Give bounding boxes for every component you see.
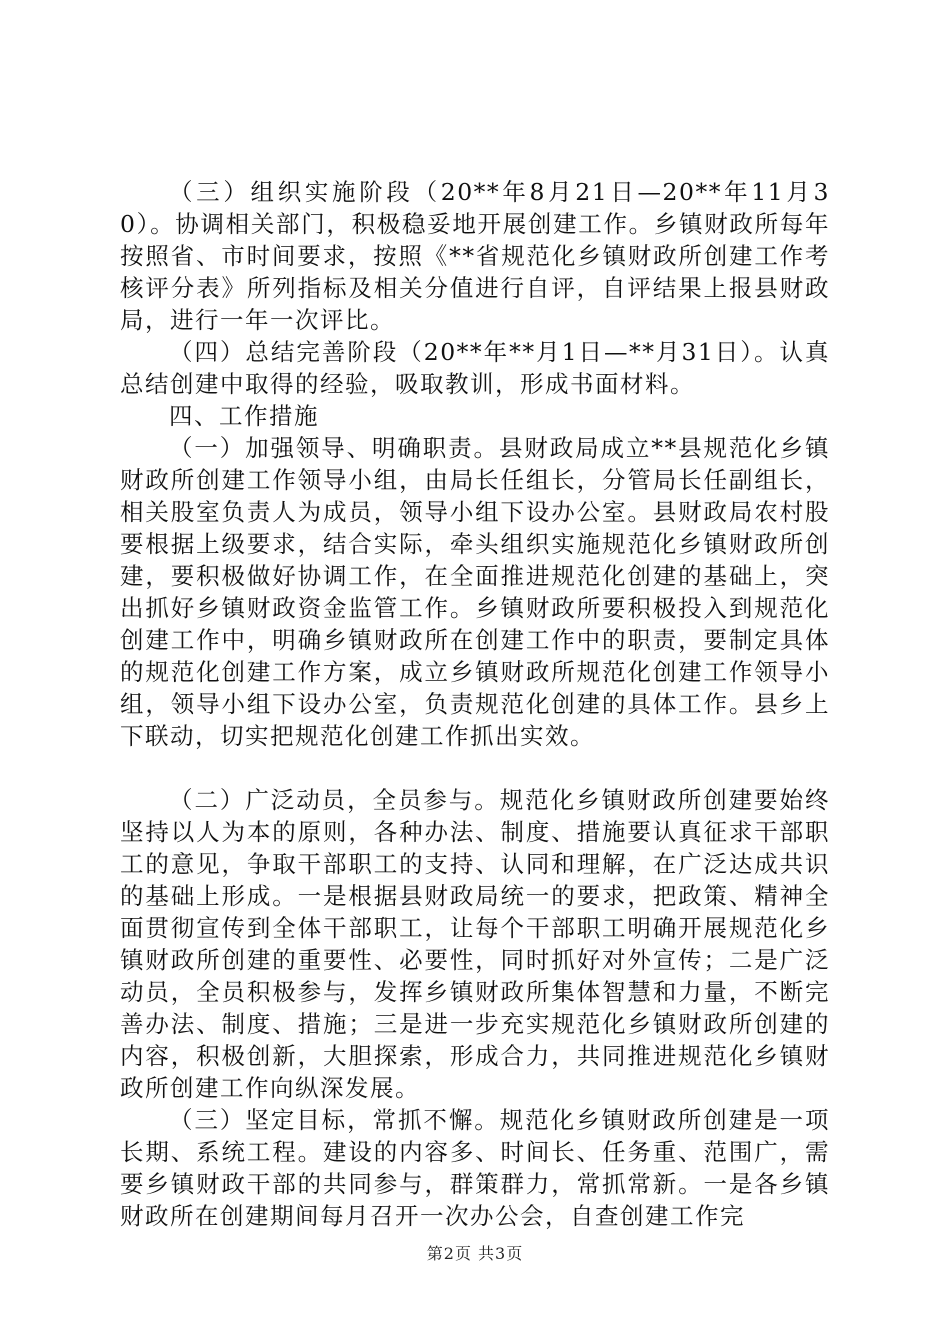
- page-number-footer: 第2页 共3页: [426, 1244, 524, 1263]
- document-body: [120, 176, 830, 1232]
- section-heading-work-measures: 四、工作措施: [169, 402, 319, 430]
- paragraph-summary-stage: （四）总结完善阶段（20**年**月1日—**月31日）。认真总结创建中取得的经验，吸取教训，形成书面材料。: [120, 338, 830, 398]
- paragraph-implementation-stage: （三）组织实施阶段（20**年8月21日—20**年11月30）。协调相关部门，积极稳妥地开展创建工作。乡镇财政所每年按照省、市时间要求，按照《**省规范化乡镇财政所创建工作考核评分表》所列指标及相关分值进行自评，自评结果上报县财政局，进行一年一次评比。: [120, 178, 830, 334]
- paragraph-measure-mobilization: （二）广泛动员，全员参与。规范化乡镇财政所创建要始终坚持以人为本的原则，各种办法、制度、措施要认真征求干部职工的意见，争取干部职工的支持、认同和理解，在广泛达成共识的基础上形成。一是根据县财政局统一的要求，把政策、精神全面贯彻宣传到全体干部职工，让每个干部职工明确开展规范化乡镇财政所创建的重要性、必要性，同时抓好对外宣传；二是广泛动员，全员积极参与，发挥乡镇财政所集体智慧和力量，不断完善办法、制度、措施；三是进一步充实规范化乡镇财政所创建的内容，积极创新，大胆探索，形成合力，共同推进规范化乡镇财政所创建工作向纵深发展。: [120, 786, 830, 1102]
- paragraph-measure-persistence: （三）坚定目标，常抓不懈。规范化乡镇财政所创建是一项长期、系统工程。建设的内容多、时间长、任务重、范围广，需要乡镇财政干部的共同参与，群策群力，常抓常新。一是各乡镇财政所在创建期间每月召开一次办公会，自查创建工作完: [120, 1106, 830, 1230]
- paragraph-measure-leadership: （一）加强领导、明确职责。县财政局成立**县规范化乡镇财政所创建工作领导小组，由局长任组长，分管局长任副组长，相关股室负责人为成员，领导小组下设办公室。县财政局农村股要根据上级要求，结合实际，牵头组织实施规范化乡镇财政所创建，要积极做好协调工作，在全面推进规范化创建的基础上，突出抓好乡镇财政资金监管工作。乡镇财政所要积极投入到规范化创建工作中，明确乡镇财政所在创建工作中的职责，要制定具体的规范化创建工作方案，成立乡镇财政所规范化创建工作领导小组，领导小组下设办公室，负责规范化创建的具体工作。县乡上下联动，切实把规范化创建工作抓出实效。: [120, 434, 830, 750]
